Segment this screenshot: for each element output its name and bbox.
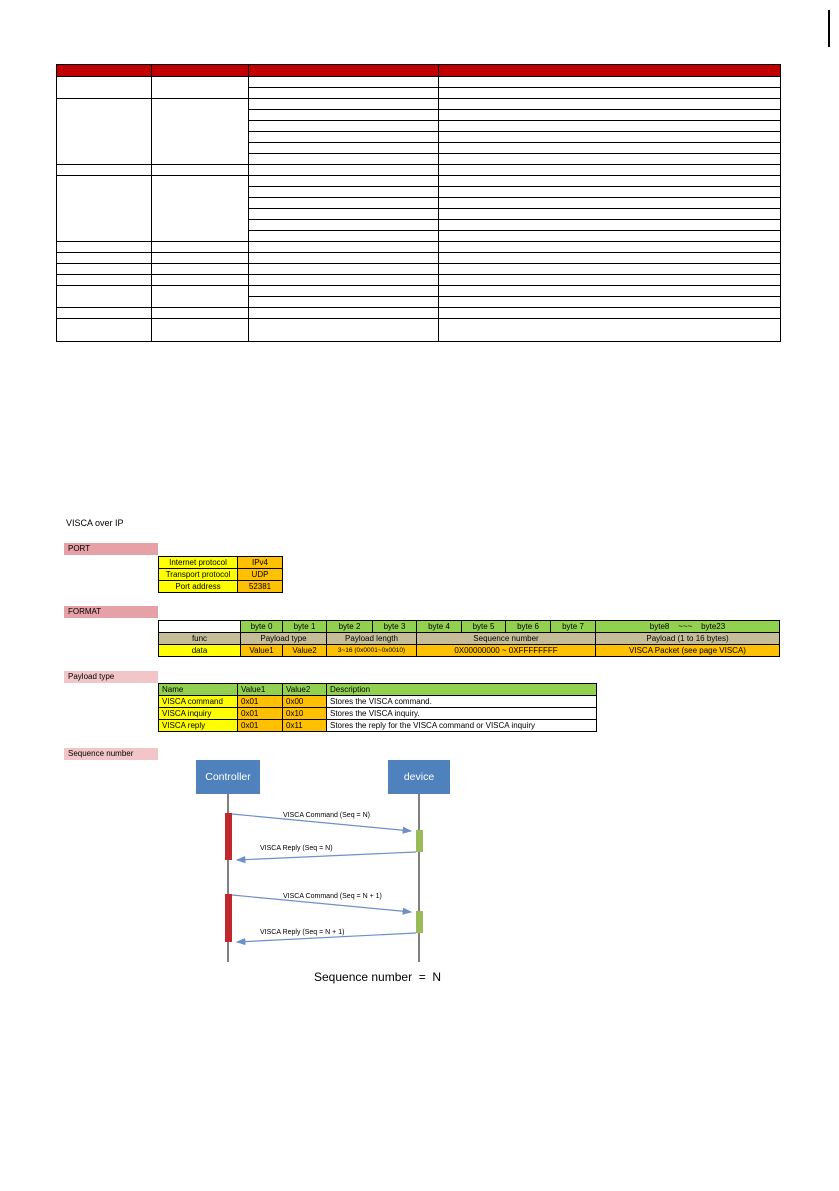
func-label: func	[159, 633, 241, 645]
byte-cell: byte 7	[551, 621, 596, 633]
column-header: Value2	[283, 684, 327, 696]
reply-arrow	[237, 852, 416, 860]
sequence-section-label: Sequence number	[64, 748, 158, 760]
message-label: VISCA Reply (Seq = N + 1)	[260, 929, 345, 936]
port-row-value: UDP	[238, 569, 283, 581]
payload-desc-cell: Stores the VISCA inquiry.	[327, 708, 597, 720]
controller-activation	[225, 813, 232, 860]
controller-activation	[225, 894, 232, 942]
payload-name-cell: VISCA command	[159, 696, 238, 708]
byte-cell: byte 2	[327, 621, 373, 633]
device-activation	[416, 830, 423, 852]
port-row-name: Port address	[159, 581, 238, 593]
byte-cell: byte 4	[417, 621, 462, 633]
value2-cell: Value2	[283, 645, 327, 657]
byte-cell: byte 6	[506, 621, 551, 633]
byte-cell: byte 1	[283, 621, 327, 633]
port-row-value: IPv4	[238, 557, 283, 569]
byte-cell: byte 5	[462, 621, 506, 633]
message-label: VISCA Command (Seq = N + 1)	[283, 893, 382, 900]
sequence-range-cell: 0X00000000 ~ 0XFFFFFFFF	[417, 645, 596, 657]
payload-type-field: Payload type	[241, 633, 327, 645]
payload-value1-cell: 0x01	[238, 708, 283, 720]
message-label: VISCA Reply (Seq = N)	[260, 845, 333, 852]
port-row-name: Internet protocol	[159, 557, 238, 569]
device-actor: device	[388, 760, 450, 794]
value1-cell: Value1	[241, 645, 283, 657]
payload-desc-cell: VISCA Packet (see page VISCA)	[596, 645, 780, 657]
byte-range-cell: byte8 ~~~ byte23	[596, 621, 780, 633]
payload-length-field: Payload length	[327, 633, 417, 645]
sequence-caption: Sequence number = N	[314, 970, 442, 984]
length-range-cell: 3~16 (0x0001~0x0010)	[327, 645, 417, 657]
payload-desc-cell: Stores the VISCA command.	[327, 696, 597, 708]
format-section-label: FORMAT	[64, 606, 158, 618]
byte-cell: byte 3	[373, 621, 417, 633]
column-header: Name	[159, 684, 238, 696]
payload-value2-cell: 0x10	[283, 708, 327, 720]
controller-actor: Controller	[196, 760, 260, 794]
column-header: Description	[327, 684, 597, 696]
device-activation	[416, 911, 423, 933]
payload-name-cell: VISCA inquiry	[159, 708, 238, 720]
payload-name-cell: VISCA reply	[159, 720, 238, 732]
payload-field: Payload (1 to 16 bytes)	[596, 633, 780, 645]
document-title: VISCA over IP	[66, 518, 124, 528]
payload-value2-cell: 0x11	[283, 720, 327, 732]
payload-value1-cell: 0x01	[238, 720, 283, 732]
byte-cell: byte 0	[241, 621, 283, 633]
port-row-name: Transport protocol	[159, 569, 238, 581]
payload-desc-cell: Stores the reply for the VISCA command or VISCA inquiry	[327, 720, 597, 732]
column-header: Value1	[238, 684, 283, 696]
data-label: data	[159, 645, 241, 657]
message-label: VISCA Command (Seq = N)	[283, 812, 370, 819]
port-section-label: PORT	[64, 543, 158, 555]
payload-value2-cell: 0x00	[283, 696, 327, 708]
payload-value1-cell: 0x01	[238, 696, 283, 708]
payload-type-section-label: Payload type	[64, 671, 158, 683]
sequence-number-field: Sequence number	[417, 633, 596, 645]
port-row-value: 52381	[238, 581, 283, 593]
